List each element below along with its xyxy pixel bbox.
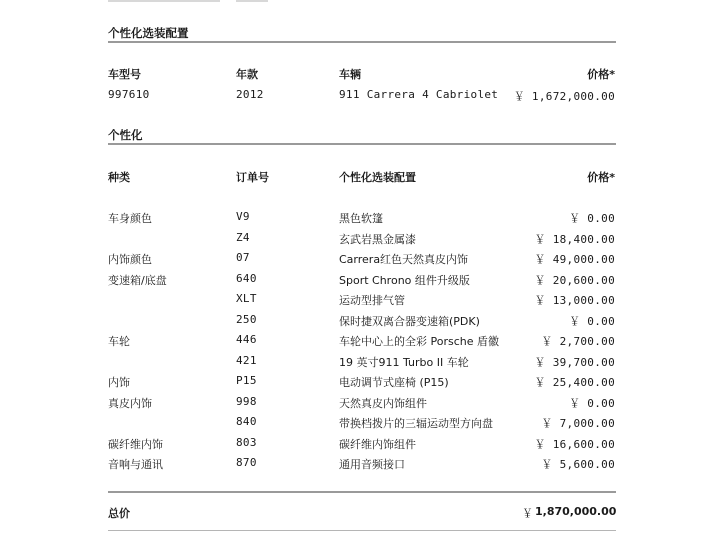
option-price: ￥ 20,600.00 [534,273,615,287]
header-option: 个性化选装配置 [339,171,416,184]
cropped-top-text-left [108,0,220,2]
option-price: ￥ 0.00 [569,314,615,328]
option-category: 车轮 [108,335,130,348]
option-price: ￥ 2,700.00 [541,335,615,348]
option-price: ￥ 7,000.00 [541,417,615,430]
option-category: 变速箱/底盘 [108,273,167,287]
cropped-top-text-mid [236,0,268,2]
option-category: 真皮内饰 [108,396,152,410]
option-price: ￥ 18,400.00 [534,232,615,246]
option-price: ￥ 25,400.00 [534,376,615,389]
header-vehicle: 车辆 [339,68,361,81]
header-year: 年款 [236,68,258,81]
option-description: 碳纤维内饰组件 [339,437,416,451]
option-code: 998 [236,394,257,408]
vehicle-model-no: 997610 [108,88,150,101]
option-description: Carrera红色天然真皮内饰 [339,253,469,266]
header-category: 种类 [108,171,130,184]
section-divider [108,143,616,145]
header-price: 价格* [587,68,615,81]
option-description: 保时捷双离合器变速箱(PDK) [339,314,480,328]
option-description: 带换档拨片的三辐运动型方向盘 [339,417,493,430]
option-code: 446 [236,333,257,346]
option-code: 250 [236,312,257,326]
header-order-no: 订单号 [236,171,269,184]
vehicle-year: 2012 [236,88,264,101]
option-code: Z4 [236,230,250,244]
option-category: 碳纤维内饰 [108,437,163,451]
option-description: Sport Chrono 组件升级版 [339,273,470,287]
option-description: 天然真皮内饰组件 [339,396,427,410]
option-price: ￥ 13,000.00 [534,294,615,307]
option-code: 421 [236,353,257,367]
total-amount: 1,870,000.00 [535,505,617,518]
total-label: 总价 [108,507,130,520]
header-model-no: 车型号 [108,68,141,81]
option-code: 640 [236,271,257,285]
option-code: P15 [236,374,257,387]
option-category: 车身颜色 [108,212,152,225]
option-price: ￥ 16,600.00 [534,437,615,451]
option-description: 运动型排气管 [339,294,405,307]
option-description: 通用音频接口 [339,458,405,471]
option-description: 电动调节式座椅 (P15) [339,376,449,389]
option-price: ￥ 49,000.00 [534,253,615,266]
vehicle-price: ￥ 1,672,000.00 [513,90,615,103]
option-code: 07 [236,251,250,264]
total-divider [108,491,616,493]
header-option-price: 价格* [587,171,615,184]
option-category: 内饰 [108,376,130,389]
option-description: 黑色软篷 [339,212,383,225]
option-description: 19 英寸911 Turbo II 车轮 [339,355,469,369]
bottom-divider [108,530,616,531]
option-code: 803 [236,435,257,449]
option-category: 内饰颜色 [108,253,152,266]
option-description: 玄武岩黑金属漆 [339,232,416,246]
option-price: ￥ 39,700.00 [534,355,615,369]
section-title-personalization: 个性化 [108,128,143,142]
option-code: 870 [236,456,257,469]
option-code: XLT [236,292,257,305]
option-code: 840 [236,415,257,428]
vehicle-name: 911 Carrera 4 Cabriolet [339,88,499,101]
option-description: 车轮中心上的全彩 Porsche 盾徽 [339,335,500,348]
section-divider [108,41,616,43]
option-code: V9 [236,210,250,223]
option-price: ￥ 5,600.00 [541,458,615,471]
total-currency: ￥ [522,507,534,520]
option-category: 音响与通讯 [108,458,163,471]
option-price: ￥ 0.00 [569,212,615,225]
option-price: ￥ 0.00 [569,396,615,410]
section-title-config: 个性化选装配置 [108,26,189,40]
